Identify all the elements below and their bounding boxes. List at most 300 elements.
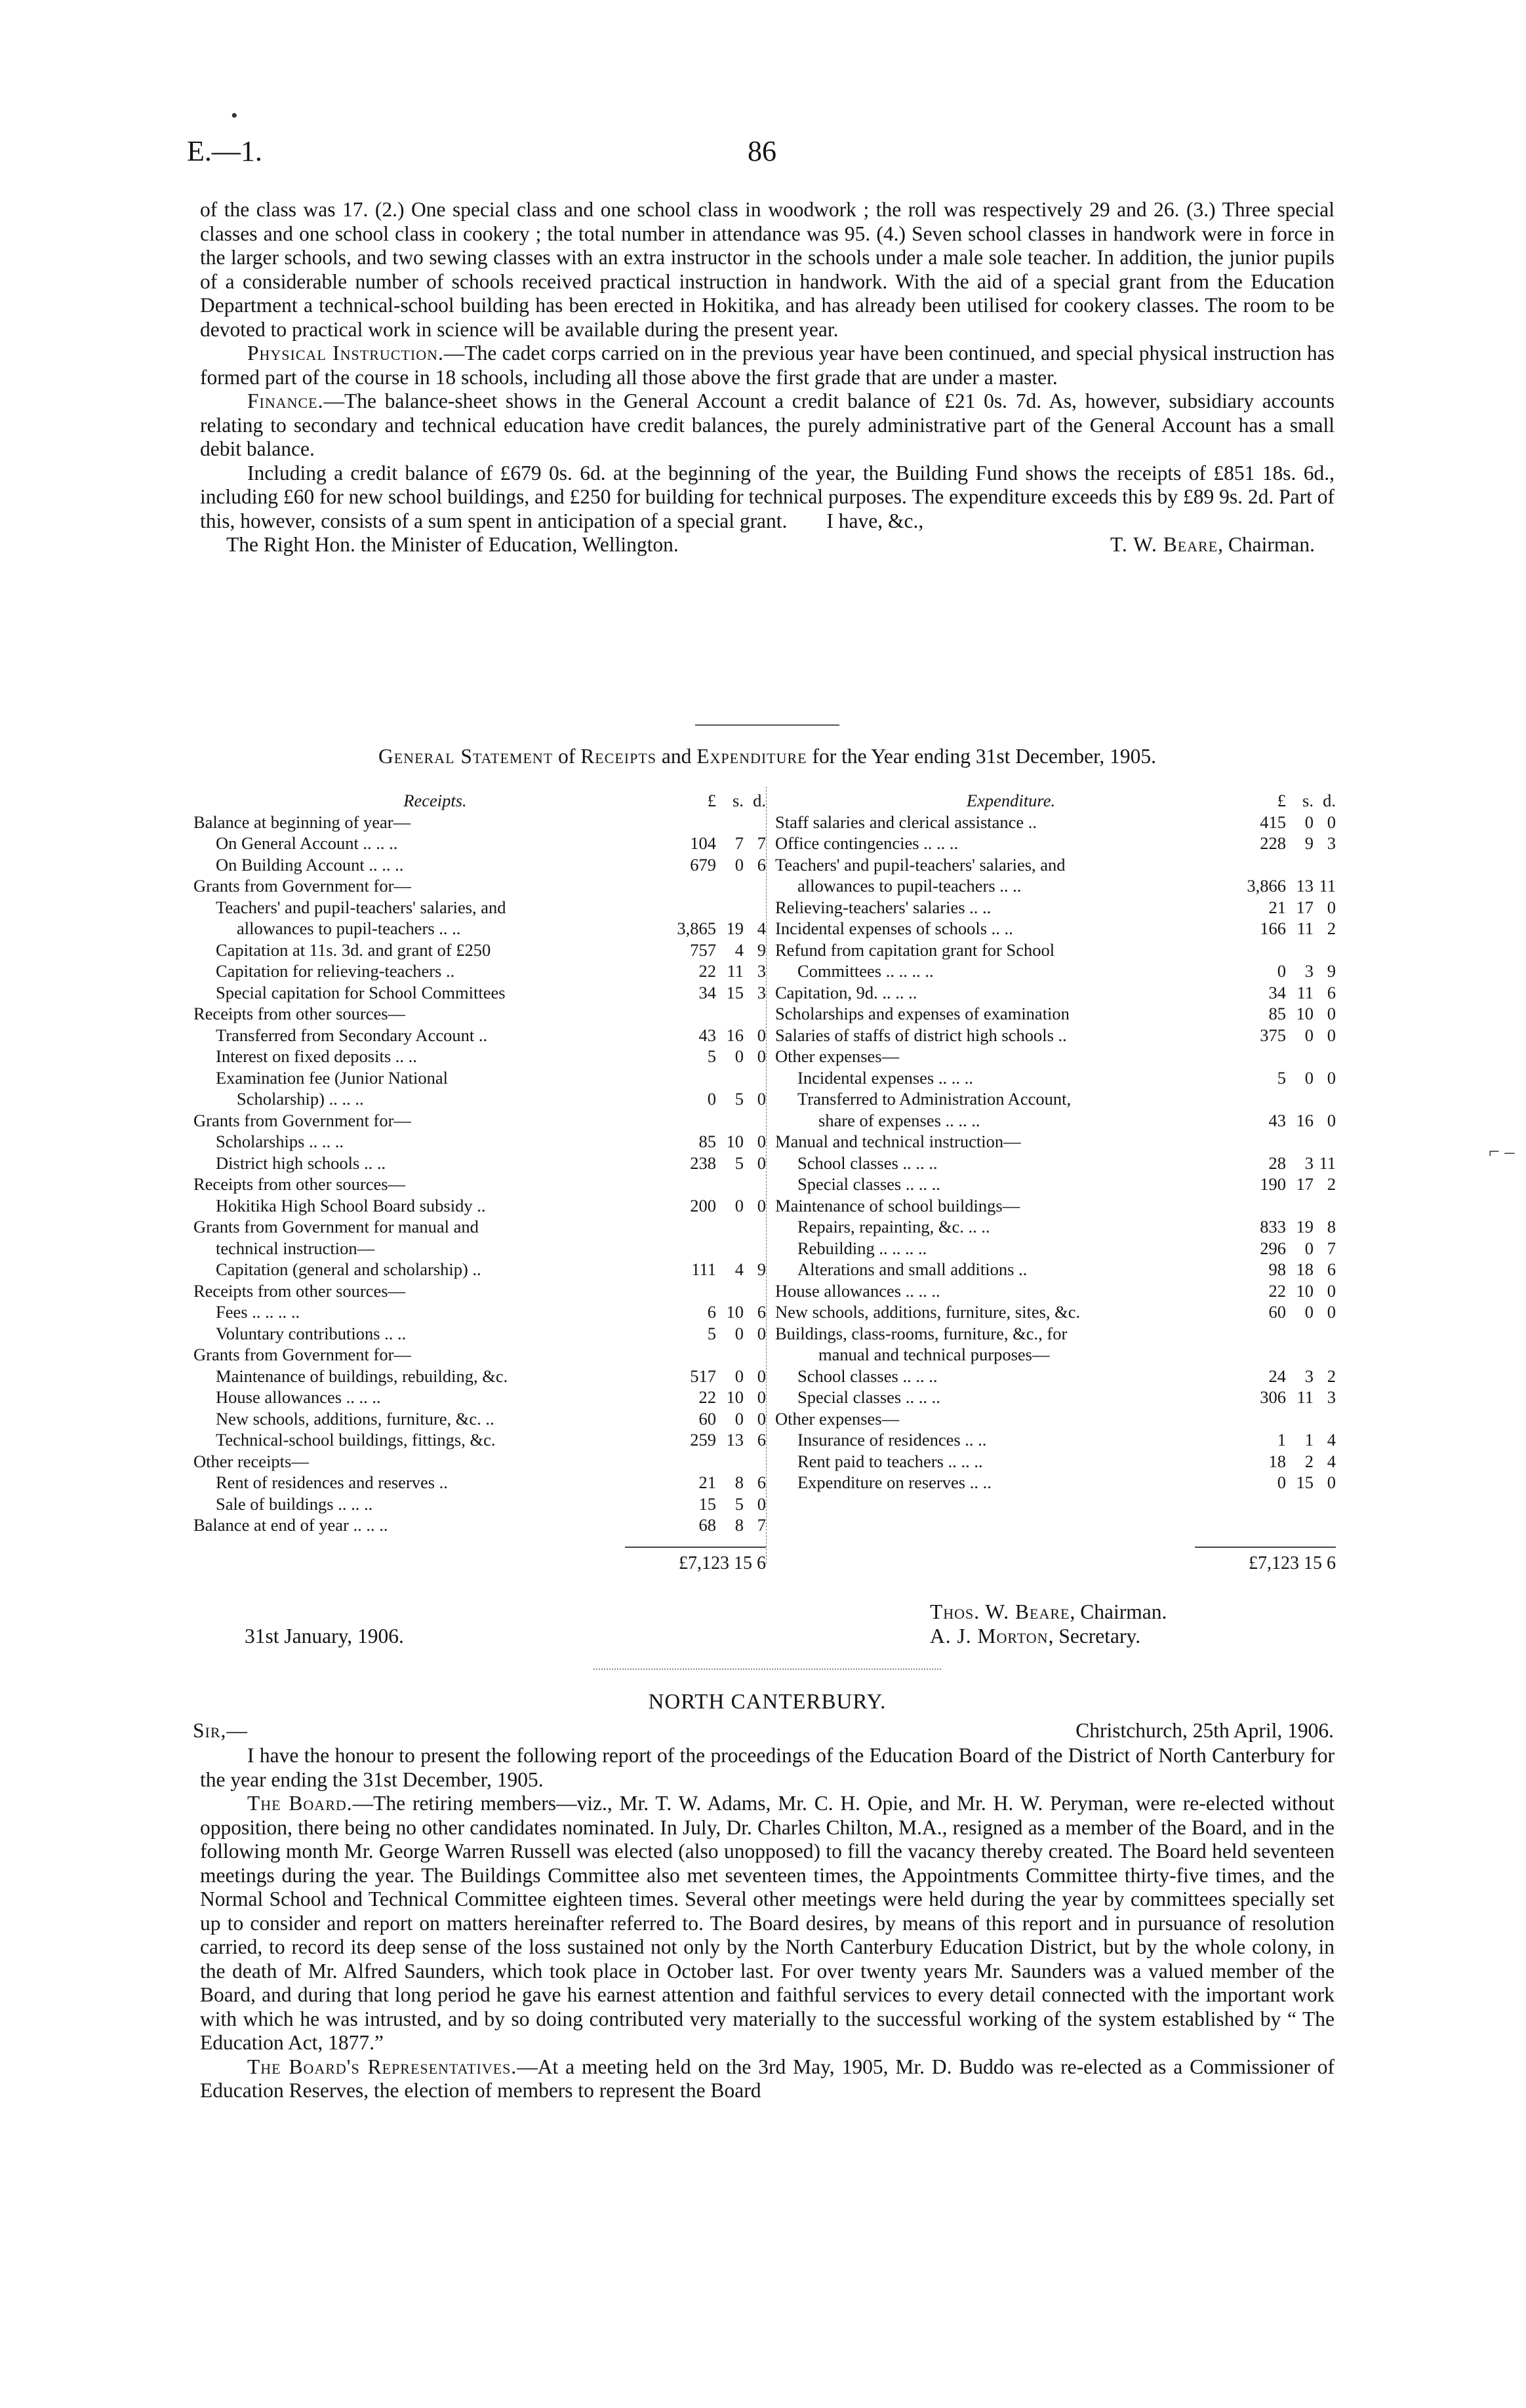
receipts-row [193,1514,766,1536]
receipts-shillings [716,1238,744,1259]
receipts-pounds: 5 [707,1046,716,1066]
receipts-row [193,1472,766,1493]
expenditure-item-label: School classes .. .. .. [797,1366,938,1386]
receipts-shillings: 10 [726,1302,744,1322]
section-divider [695,724,839,726]
expenditure-row [775,1216,1336,1238]
receipts-row [193,1451,766,1472]
expenditure-row [775,1472,1336,1493]
expenditure-row [775,1301,1336,1323]
north-canterbury-report [200,1744,1335,2103]
receipts-item-label: Capitation (general and scholarship) .. [216,1259,481,1279]
expenditure-row [775,812,1336,833]
receipts-pence [744,1003,766,1025]
receipts-row [193,1493,766,1515]
receipts-pence: 9 [757,1259,766,1279]
expenditure-row [775,1429,1336,1451]
expenditure-row [775,1408,1336,1430]
receipts-item-label: Other receipts— [193,1451,309,1471]
expenditure-shillings: 11 [1296,1387,1314,1407]
receipts-pounds [677,1216,716,1238]
expenditure-pounds [1247,939,1286,961]
expenditure-pence: 0 [1327,1025,1336,1045]
expenditure-shillings: 3 [1304,961,1314,981]
receipts-item-label: Scholarship) .. .. .. [237,1089,364,1109]
letter-signature-row [200,533,1335,557]
expenditure-shillings: 0 [1304,1238,1314,1258]
receipts-total-rule [625,1547,766,1548]
receipts-pence [744,1451,766,1472]
receipts-row [193,1088,766,1110]
expenditure-pounds: 833 [1260,1217,1286,1236]
receipts-pounds: 3,865 [677,918,716,938]
expenditure-row [775,1280,1336,1302]
expenditure-row [775,875,1336,897]
expenditure-pounds: 306 [1260,1387,1286,1407]
receipts-shillings: 19 [726,918,744,938]
expenditure-pounds: 166 [1260,918,1286,938]
expenditure-pounds: 60 [1268,1302,1286,1322]
receipts-pence: 3 [757,961,766,981]
expenditure-pounds [1247,1088,1286,1110]
expenditure-pounds: 415 [1260,812,1286,832]
expenditure-pence: 0 [1327,1110,1336,1130]
receipts-shillings: 8 [734,1515,744,1535]
receipts-item-label: allowances to pupil-teachers .. .. [237,918,461,938]
expenditure-pounds [1247,1131,1286,1153]
paragraph-the-board [200,1792,1335,2055]
expenditure-row [775,1238,1336,1259]
expenditure-pence: 6 [1327,1259,1336,1279]
expenditure-shillings: 18 [1296,1259,1314,1279]
expenditure-pence: 2 [1327,1174,1336,1194]
receipts-pounds: 5 [707,1323,716,1343]
expenditure-row [775,1110,1336,1132]
expenditure-shillings: 17 [1296,897,1314,917]
expenditure-pence: 2 [1327,1366,1336,1386]
receipts-pounds: 6 [707,1302,716,1322]
expenditure-shillings [1286,1344,1314,1366]
page-number: 86 [748,135,776,167]
expenditure-row [775,1025,1336,1046]
receipts-shillings [716,897,744,918]
receipts-shillings [716,1003,744,1025]
expenditure-row [775,960,1336,982]
expenditure-item-label: Other expenses— [775,1046,900,1066]
receipts-item-label: Grants from Government for manual and [193,1217,479,1236]
expenditure-row [775,854,1336,876]
expenditure-pounds [1247,1195,1286,1217]
receipts-row [193,982,766,1004]
receipts-item-label: Capitation for relieving-teachers .. [216,961,455,981]
receipts-item-label: District high schools .. .. [216,1153,386,1173]
receipts-item-label: On General Account .. .. .. [216,833,398,853]
expenditure-row [775,939,1336,961]
receipts-pence: 6 [757,1302,766,1322]
chairman-signature [930,1600,1167,1624]
expenditure-pence: 0 [1327,1280,1336,1301]
margin-mark: • [231,105,238,127]
chairman-name: Thos. W. Beare [930,1600,1070,1623]
receipts-shillings: 0 [734,854,744,875]
receipts-pounds [677,897,716,918]
expenditure-row [775,1451,1336,1472]
expenditure-shillings: 17 [1296,1174,1314,1194]
receipts-pounds: 0 [707,1089,716,1109]
receipts-shillings: 5 [734,1153,744,1173]
receipts-item-label: technical instruction— [216,1238,375,1258]
receipts-item-label: Fees .. .. .. .. [216,1302,300,1322]
receipts-pounds: 15 [698,1493,716,1514]
receipts-shillings: 13 [726,1430,744,1450]
receipts-item-label: House allowances .. .. .. [216,1387,381,1407]
expenditure-shillings: 0 [1304,1025,1314,1045]
expenditure-heading: Expenditure. [966,791,1056,810]
receipts-pence: 4 [757,918,766,938]
receipts-item-label: Interest on fixed deposits .. .. [216,1046,417,1066]
receipts-pence [744,1238,766,1259]
expenditure-item-label: Manual and technical instruction— [775,1132,1021,1151]
receipts-pounds [677,1280,716,1302]
receipts-pounds: 43 [698,1025,716,1045]
title-part: General Statement [378,745,553,768]
receipts-pence: 9 [757,939,766,960]
expenditure-pence [1314,854,1336,876]
expenditure-item-label: New schools, additions, furniture, sites, &c. [775,1302,1081,1322]
receipts-pence: 0 [757,1153,766,1173]
receipts-row [193,1366,766,1387]
receipts-shillings: 5 [734,1493,744,1514]
shillings-heading: s. [733,791,744,810]
expenditure-pounds: 98 [1268,1259,1286,1279]
expenditure-shillings: 15 [1296,1472,1314,1492]
expenditure-total: £7,123 15 6 [1249,1552,1336,1573]
expenditure-shillings [1286,854,1314,876]
receipts-table [193,790,766,1574]
expenditure-row [775,1174,1336,1195]
receipts-row [193,1003,766,1025]
signer-name: T. W. Beare [1110,533,1218,556]
the-board-text: —The retiring members—viz., Mr. T. W. Adams, Mr. C. H. Opie, and Mr. H. W. Peryman, were re-elected without opposition, there being no other candidates nominated. In July, Dr. Charles Chilton, M.A., resigned as a member of the Board, and in the following month Mr. George Warren Russell was elected (also unopposed) to fill the vacancy thereby created. The Board held seventeen meetings during the year. The Buildings Committee also met seventeen times, the Appointments Committee thirty-five times, and the Normal School and Technical Committee eighteen times. Several other meetings were held during the year by committees specially set up to consider and report on matters hereinafter referred to. The Board desires, by means of this report and in pursuance of resolution carried, to record its deep sense of the loss sustained not only by the North Canterbury Education District, but by the whole colony, in the death of Mr. Alfred Saunders, which took place in October last. For over twenty years Mr. Saunders was a valued member of the Board, and during that long period he gave his earnest attention and faithful services to every detail connected with the important work with which he was intrusted, and by so doing contributed very materially to the successful working of the system established by “ The Education Act, 1877.” [200,1792,1335,2054]
expenditure-pence: 0 [1327,1302,1336,1322]
receipts-row [193,1195,766,1217]
receipts-row [193,1174,766,1195]
receipts-item-label: Capitation at 11s. 3d. and grant of £250 [216,939,491,960]
receipts-row [193,960,766,982]
receipts-pence [744,897,766,918]
expenditure-pence: 4 [1327,1451,1336,1471]
expenditure-item-label: allowances to pupil-teachers .. .. [797,876,1022,896]
expenditure-total-rule [1195,1547,1336,1548]
receipts-shillings [716,1110,744,1132]
expenditure-row [775,1195,1336,1217]
receipts-shillings: 8 [734,1472,744,1492]
receipts-pounds: 22 [698,961,716,981]
salutation: Sir,— [193,1719,248,1742]
chairman-role: , Chairman. [1070,1600,1167,1623]
heading-physical-instruction: Physical Instruction. [247,342,444,365]
representatives-text: —At a meeting held on the 3rd May, 1905, Mr. D. Buddo was re-elected as a Commissioner of Education Reserves, the election of members to represent the Board [200,2055,1335,2102]
expenditure-row [775,833,1336,854]
expenditure-shillings: 0 [1304,1302,1314,1322]
title-part: Expenditure [696,745,807,768]
expenditure-pence [1314,1088,1336,1110]
expenditure-pence: 3 [1327,833,1336,853]
expenditure-shillings: 2 [1304,1451,1314,1471]
dateline: Christchurch, 25th April, 1906. [1075,1719,1334,1742]
receipts-shillings: 5 [734,1089,744,1109]
title-part: Receipts [580,745,657,768]
receipts-shillings: 10 [726,1387,744,1407]
expenditure-shillings: 16 [1296,1110,1314,1130]
receipts-heading: Receipts. [403,791,467,810]
secretary-role: , Secretary. [1048,1625,1141,1648]
receipts-pounds: 21 [698,1472,716,1492]
expenditure-shillings: 1 [1304,1430,1314,1450]
receipts-item-label: Receipts from other sources— [193,1174,406,1194]
expenditure-pounds: 18 [1268,1451,1286,1471]
expenditure-pence: 4 [1327,1430,1336,1450]
receipts-shillings: 0 [734,1408,744,1429]
expenditure-item-label: Salaries of staffs of district high schools .. [775,1025,1067,1045]
title-part: for the Year ending 31st December, 1905. [807,745,1156,768]
expenditure-item-label: Rent paid to teachers .. .. .. [797,1451,983,1471]
receipts-pounds: 200 [690,1195,716,1215]
receipts-header [193,790,766,812]
receipts-pence: 0 [757,1493,766,1514]
spacer [775,1493,1336,1536]
expenditure-row [775,918,1336,939]
receipts-shillings: 7 [734,833,744,853]
receipts-pounds [677,1003,716,1025]
report-continuation [200,198,1335,557]
expenditure-item-label: Expenditure on reserves .. .. [797,1472,992,1492]
title-part: of [553,745,581,768]
addressee: The Right Hon. the Minister of Education, Wellington. [226,533,679,556]
expenditure-pence: 2 [1327,918,1336,938]
section-title-north-canterbury: NORTH CANTERBURY. [648,1690,887,1714]
receipts-item-label: Hokitika High School Board subsidy .. [216,1195,486,1215]
receipts-shillings: 0 [734,1323,744,1343]
margin-mark: ⌐ – [1489,1141,1515,1162]
expenditure-pounds: 22 [1268,1280,1286,1301]
receipts-shillings: 0 [734,1046,744,1066]
expenditure-shillings: 10 [1296,1280,1314,1301]
receipts-pence: 0 [757,1046,766,1066]
physical-instruction-text: —The cadet corps carried on in the previous year have been continued, and special physical instruction has formed part of the course in 18 schools, including all those above the first grade that are under a master. [200,342,1335,389]
receipts-item-label: Receipts from other sources— [193,1004,406,1023]
receipts-row [193,1238,766,1259]
expenditure-header [775,790,1336,812]
receipts-row [193,1323,766,1345]
statement-title [190,745,1344,768]
paragraph-building-fund [200,462,1335,534]
signature [1110,533,1315,557]
paragraph-classes: of the class was 17. (2.) One special class and one school class in woodwork ; the roll was respectively 29 and 26. (3.) Three special classes and one school class in cookery ; the total number in attendance was 95. (4.) Seven school classes in handwork were in force in the larger schools, and two sewing classes with an extra instructor in the schools under a male sole teacher. In addition, the junior pupils of a considerable number of schools received practical instruction in handwork. With the aid of a special grant from the Education Department a technical-school building has been erected in Hokitika, and has already been utilised for cookery classes. The room to be devoted to practical work in science will be available during the present year. [200,198,1335,341]
expenditure-row [775,1323,1336,1345]
receipts-shillings: 4 [734,939,744,960]
receipts-shillings [716,812,744,833]
expenditure-pounds [1247,1408,1286,1430]
receipts-pence [744,1280,766,1302]
expenditure-item-label: Buildings, class-rooms, furniture, &c., for [775,1323,1068,1343]
expenditure-item-label: Capitation, 9d. .. .. .. [775,982,917,1002]
receipts-item-label: Receipts from other sources— [193,1280,406,1301]
receipts-shillings [716,1216,744,1238]
expenditure-pence [1314,1046,1336,1067]
expenditure-pounds: 5 [1277,1067,1286,1088]
receipts-row [193,1216,766,1238]
receipts-pounds [677,1238,716,1259]
expenditure-shillings: 3 [1304,1366,1314,1386]
expenditure-item-label: Teachers' and pupil-teachers' salaries, and [775,854,1066,875]
receipts-shillings [716,875,744,897]
receipts-pence: 6 [757,854,766,875]
expenditure-item-label: Scholarships and expenses of examination [775,1004,1070,1023]
receipts-row [193,1131,766,1153]
expenditure-rows [775,812,1336,1493]
expenditure-pence [1314,1408,1336,1430]
receipts-row [193,1280,766,1302]
expenditure-row [775,1259,1336,1280]
table-column-divider [766,787,767,1564]
expenditure-item-label: Incidental expenses of schools .. .. [775,918,1013,938]
expenditure-row [775,1387,1336,1408]
expenditure-pence: 0 [1327,1067,1336,1088]
expenditure-item-label: Maintenance of school buildings— [775,1195,1020,1215]
expenditure-pence: 9 [1327,961,1336,981]
expenditure-row [775,1046,1336,1067]
finance-text: —The balance-sheet shows in the General Account a credit balance of £21 0s. 7d. As, however, subsidiary accounts relating to secondary and technical education have credit balances, the purely administrative part of the General Account has a small debit balance. [200,389,1335,460]
receipts-pence: 0 [757,1366,766,1386]
receipts-row [193,1387,766,1408]
receipts-shillings [716,1344,744,1366]
signer-role: , Chairman. [1218,533,1315,556]
receipts-shillings: 10 [726,1132,744,1151]
receipts-row [193,1344,766,1366]
expenditure-shillings [1286,1088,1314,1110]
receipts-rows [193,812,766,1536]
expenditure-pounds [1247,1323,1286,1345]
expenditure-pounds: 85 [1268,1004,1286,1023]
receipts-pence: 0 [757,1025,766,1045]
receipts-row [193,1153,766,1174]
expenditure-pounds: 1 [1277,1430,1286,1450]
receipts-pence [744,1174,766,1195]
receipts-pounds [677,1451,716,1472]
receipts-row [193,875,766,897]
pounds-heading: £ [1277,791,1286,810]
expenditure-pounds: 375 [1260,1025,1286,1045]
expenditure-pounds: 0 [1277,961,1286,981]
receipts-pence [744,1067,766,1089]
paragraph-intro: I have the honour to present the following report of the proceedings of the Education Board of the District of North Canterbury for the year ending the 31st December, 1905. [200,1744,1335,1791]
expenditure-shillings [1286,1408,1314,1430]
expenditure-item-label: Relieving-teachers' salaries .. .. [775,897,992,917]
expenditure-shillings: 19 [1296,1217,1314,1236]
expenditure-item-label: Incidental expenses .. .. .. [797,1067,973,1088]
receipts-pence: 7 [757,833,766,853]
expenditure-pence [1314,1323,1336,1345]
receipts-row [193,833,766,854]
pence-heading: d. [753,791,766,810]
receipts-row [193,1429,766,1451]
expenditure-item-label: Insurance of residences .. .. [797,1430,987,1450]
heading-the-board: The Board. [247,1792,353,1815]
receipts-pounds: 68 [698,1515,716,1535]
receipts-total: £7,123 15 6 [679,1552,766,1573]
paragraph-representatives [200,2055,1335,2103]
receipts-item-label: Balance at beginning of year— [193,812,411,832]
receipts-shillings: 16 [726,1025,744,1045]
receipts-item-label: Scholarships .. .. .. [216,1132,344,1151]
shillings-heading: s. [1302,791,1314,810]
expenditure-shillings [1286,1195,1314,1217]
receipts-row [193,1110,766,1132]
receipts-pence [744,1344,766,1366]
receipts-pounds [677,1174,716,1195]
expenditure-pounds: 34 [1268,982,1286,1002]
receipts-pounds: 238 [690,1153,716,1173]
expenditure-pounds: 190 [1260,1174,1286,1194]
receipts-row [193,1046,766,1067]
heading-finance: Finance. [247,389,324,412]
paragraph-finance [200,389,1335,462]
expenditure-item-label: Rebuilding .. .. .. .. [797,1238,927,1258]
receipts-pence: 7 [757,1515,766,1535]
receipts-pence [744,812,766,833]
expenditure-pence: 0 [1327,1472,1336,1492]
receipts-row [193,1408,766,1430]
expenditure-item-label: Special classes .. .. .. [797,1387,940,1407]
statement-date: 31st January, 1906. [245,1625,404,1648]
receipts-row [193,918,766,939]
receipts-pounds: 104 [690,833,716,853]
expenditure-pence: 11 [1319,876,1336,896]
expenditure-shillings [1286,1323,1314,1345]
expenditure-shillings: 11 [1296,918,1314,938]
receipts-row [193,812,766,833]
receipts-pounds: 757 [690,939,716,960]
expenditure-pounds: 0 [1277,1472,1286,1492]
receipts-pence: 6 [757,1472,766,1492]
expenditure-pounds: 21 [1268,897,1286,917]
expenditure-item-label: manual and technical purposes— [818,1345,1050,1364]
receipts-shillings: 11 [727,961,744,981]
receipts-row [193,1067,766,1089]
pounds-heading: £ [707,791,716,810]
building-fund-text: Including a credit balance of £679 0s. 6d. at the beginning of the year, the Building Fund shows the receipts of £851 18s. 6d., including £60 for new school buildings, and £250 for building for technical purposes. The expenditure exceeds this by £89 9s. 2d. Part of this, however, consists of a sum spent in anticipation of a special grant. [200,461,1335,532]
expenditure-pounds: 43 [1268,1110,1286,1130]
receipts-item-label: Maintenance of buildings, rebuilding, &c. [216,1366,508,1386]
receipts-item-label: Teachers' and pupil-teachers' salaries, and [216,897,506,917]
receipts-pounds [677,875,716,897]
closing-formula: I have, &c., [826,509,924,532]
expenditure-shillings: 13 [1296,876,1314,896]
receipts-pounds [677,1110,716,1132]
receipts-pence: 6 [757,1430,766,1450]
receipts-shillings: 0 [734,1366,744,1386]
receipts-pounds: 679 [690,854,716,875]
receipts-item-label: Special capitation for School Committees [216,982,506,1002]
expenditure-shillings: 10 [1296,1004,1314,1023]
expenditure-shillings: 0 [1304,1067,1314,1088]
receipts-item-label: Examination fee (Junior National [216,1067,448,1088]
receipts-shillings [716,1280,744,1302]
expenditure-row [775,1088,1336,1110]
receipts-pence [744,1110,766,1132]
expenditure-item-label: School classes .. .. .. [797,1153,938,1173]
